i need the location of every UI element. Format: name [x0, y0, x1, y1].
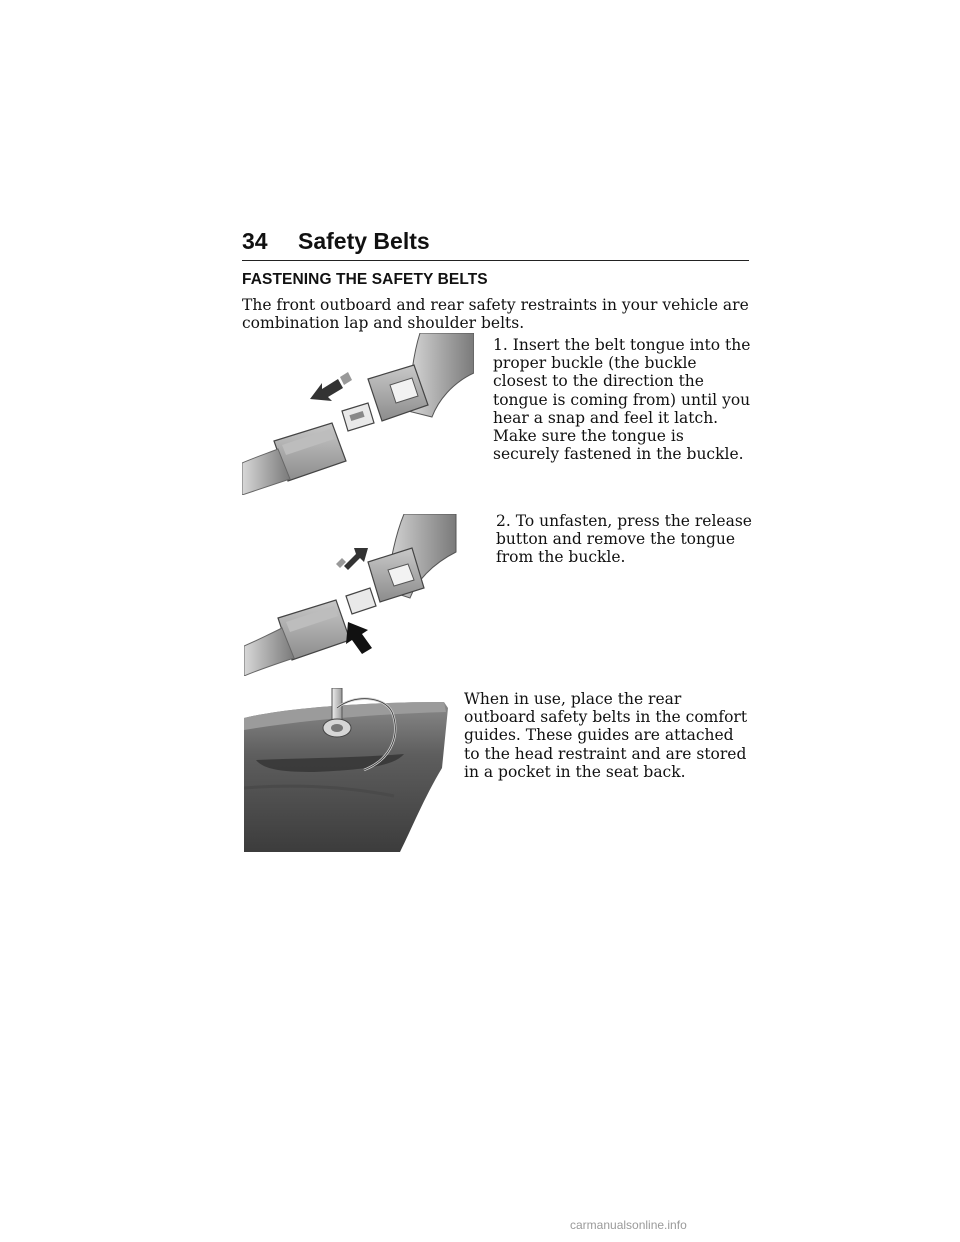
header-rule — [242, 260, 749, 261]
watermark: carmanualsonline.info — [570, 1218, 687, 1232]
seat-belt-release-illustration — [244, 514, 476, 676]
step-2-text: 2. To unfasten, press the release button and remove the tongue from the buckle. — [496, 512, 752, 567]
section-heading: FASTENING THE SAFETY BELTS — [242, 271, 488, 288]
comfort-guide-illustration — [244, 688, 448, 852]
chapter-title: Safety Belts — [298, 228, 430, 254]
intro-paragraph: The front outboard and rear safety restraints in your vehicle are combination lap and shoulder belts. — [242, 296, 749, 333]
comfort-guide-text: When in use, place the rear outboard safety belts in the comfort guides. These guides are attached to the head restraint and are stored in a pocket in the seat back. — [464, 690, 748, 781]
seat-belt-fasten-illustration — [242, 333, 474, 495]
page-number: 34 — [242, 228, 268, 254]
step-1-text: 1. Insert the belt tongue into the proper buckle (the buckle closest to the direction the tongue is coming from) until you hear a snap and feel it latch. Make sure the tongue is securely fastened in the buckle. — [493, 336, 751, 464]
